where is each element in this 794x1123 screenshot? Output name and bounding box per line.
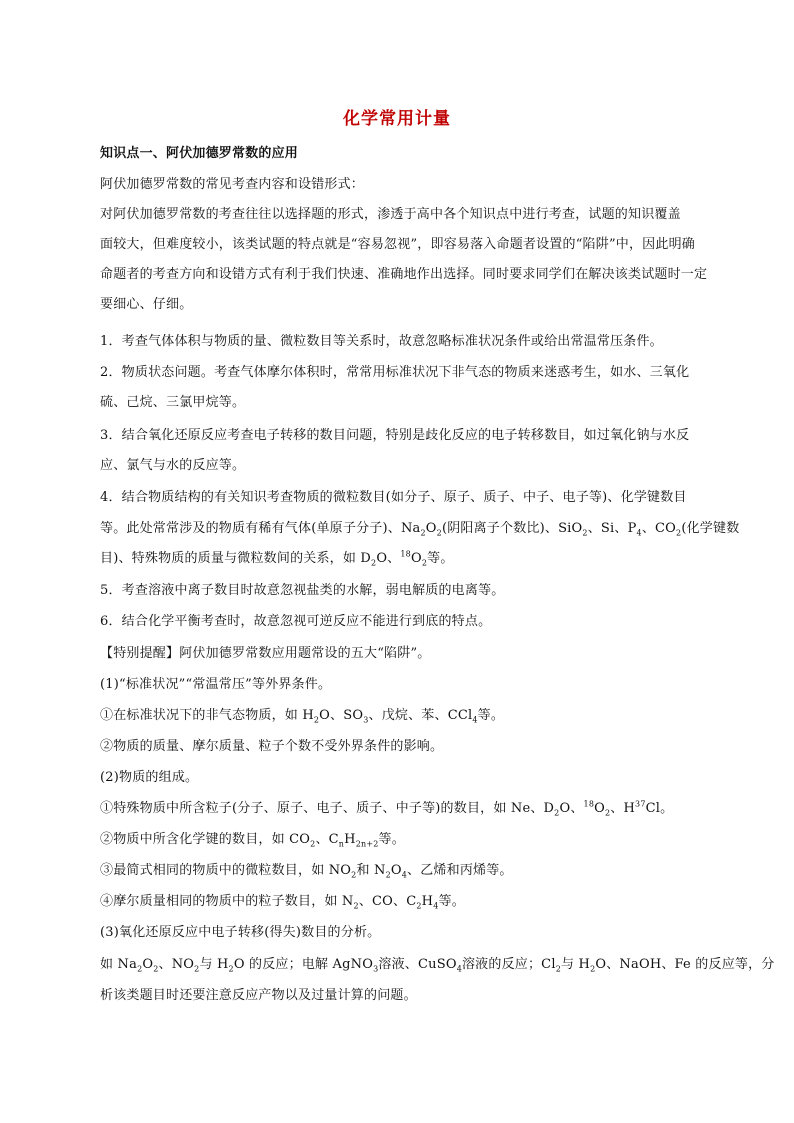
intro-paragraph: 阿伏加德罗常数的常见考查内容和设错形式： (100, 177, 365, 192)
item-5: 5．考查溶液中离子数目时故意忽视盐类的水解，弱电解质的电离等。 (100, 583, 505, 598)
item-2-line-1: 2．物质状态问题。考查气体摩尔体积时，常常用标准状况下非气态的物质来迷惑考生，如水、三氧化 (100, 365, 690, 380)
sub-1: (1)“标准状况”“常温常压”等外界条件。 (100, 677, 332, 692)
item-6: 6．结合化学平衡考查时，故意忽视可逆反应不能进行到底的特点。 (100, 614, 492, 629)
body-line-4: 要细心、仔细。 (100, 297, 193, 312)
sub-2: (2)物质的组成。 (100, 770, 199, 785)
special-tip: 【特别提醒】阿伏加德罗常数应用题常设的五大“陷阱”。 (100, 646, 431, 661)
sub-3-line-2: 析该类题目时还要注意反应产物以及过量计算的问题。 (100, 988, 417, 1003)
item-1: 1．考查气体体积与物质的量、微粒数目等关系时，故意忽略标准状况条件或给出常温常压条件。 (100, 334, 663, 349)
sub-3-line-1: 如 $Na_2O_2$、$NO_2$与 $H_2O$ 的反应；电解 AgNO$_3$溶液、CuSO$_4$溶液的反应；$Cl_2$与 $H_2O$、NaOH、Fe 的反应等，分 (100, 957, 775, 974)
item-3-line-1: 3．结合氧化还原反应考查电子转移的数目问题，特别是歧化反应的电子转移数目，如过氧化钠与水反 (100, 428, 690, 443)
item-4-line-3: 目)、特殊物质的质量与微粒数间的关系，如 $D_2O$、$^{18}O_2$等。 (100, 549, 454, 568)
item-4-line-2: 等。此处常常涉及的物质有稀有气体(单原子分子)、$Na_2O_2$(阴阳离子个数比)、SiO$_2$、Si、$P_4$、$CO_2$(化学键数 (100, 521, 740, 538)
item-3-line-2: 应、氯气与水的反应等。 (100, 458, 246, 473)
sub-2-a: ①特殊物质中所含粒子(分子、原子、电子、质子、中子等)的数目，如 Ne、$D_2O$、$^{18}O_2$、$H^{37}Cl$。 (100, 799, 674, 818)
sub-2-c: ③最简式相同的物质中的微粒数目，如 $NO_2$和 $N_2O_4$、乙烯和丙烯等。 (100, 863, 513, 880)
body-line-3: 命题者的考查方向和设错方式有利于我们快速、准确地作出选择。同时要求同学们在解决该类试题时一定 (100, 267, 708, 282)
body-line-1: 对阿伏加德罗常数的考查往往以选择题的形式，渗透于高中各个知识点中进行考查，试题的知识覆盖 (100, 207, 681, 222)
item-4-line-1: 4．结合物质结构的有关知识考查物质的微粒数目(如分子、原子、质子、中子、电子等)、化学键数目 (100, 490, 687, 505)
page-title: 化学常用计量 (343, 109, 451, 129)
sub-2-b: ②物质中所含化学键的数目，如 $CO_2$、$C_nH_{2n+2}$等。 (100, 832, 405, 849)
item-2-line-2: 硫、己烷、三氯甲烷等。 (100, 395, 246, 410)
section-heading: 知识点一、阿伏加德罗常数的应用 (100, 146, 299, 161)
sub-3: (3)氧化还原反应中电子转移(得失)数目的分析。 (100, 925, 381, 940)
body-line-2: 面较大，但难度较小，该类试题的特点就是“容易忽视”，即容易落入命题者设置的“陷阱”中，因此明确 (100, 237, 695, 252)
sub-1-b: ②物质的质量、摩尔质量、粒子个数不受外界条件的影响。 (100, 739, 444, 754)
sub-1-a: ①在标准状况下的非气态物质，如 $H_2O$、$SO_3$、戊烷、苯、CCl$_4$等。 (100, 708, 505, 725)
sub-2-d: ④摩尔质量相同的物质中的粒子数目，如 $N_2$、CO、$C_2H_4$等。 (100, 894, 465, 911)
